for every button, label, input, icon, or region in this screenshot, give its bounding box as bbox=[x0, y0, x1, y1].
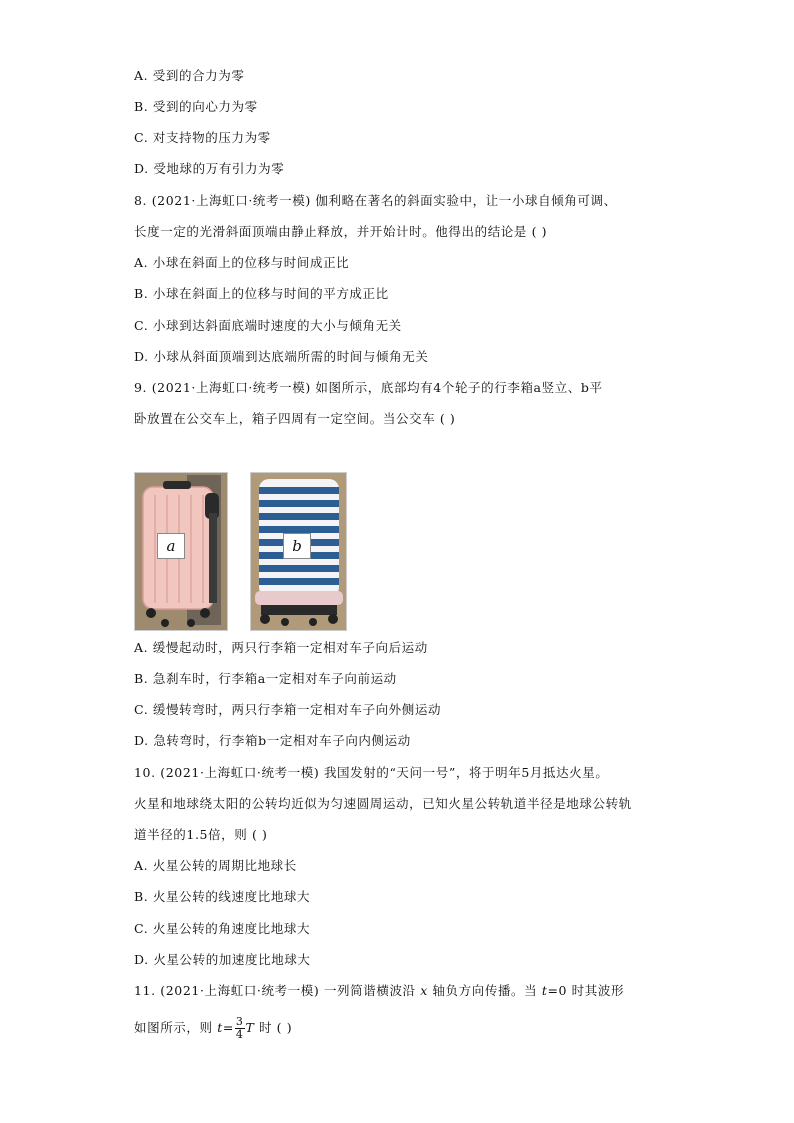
q11-text-pre: 11. (2021·上海虹口·统考一模) 一列简谐横波沿 bbox=[134, 983, 421, 998]
fraction-denominator: 4 bbox=[235, 1028, 244, 1041]
suitcase-a-photo bbox=[134, 472, 228, 631]
suitcase-b-label: b bbox=[283, 533, 311, 559]
suitcase-a-label: a bbox=[157, 533, 185, 559]
period-variable: T bbox=[245, 1020, 255, 1035]
suitcase-b-photo bbox=[250, 472, 347, 631]
q8-stem-line2: 长度一定的光滑斜面顶端由静止释放，并开始计时。他得出的结论是 ( ) bbox=[134, 224, 548, 239]
q7-option-d: D. 受地球的万有引力为零 bbox=[134, 161, 285, 176]
x-variable: x bbox=[420, 983, 428, 998]
q10-option-d: D. 火星公转的加速度比地球大 bbox=[134, 952, 311, 967]
q11-text-post: =0 时其波形 bbox=[547, 983, 625, 998]
fraction-numerator: 3 bbox=[235, 1015, 244, 1028]
q8-option-b: B. 小球在斜面上的位移与时间的平方成正比 bbox=[134, 286, 389, 301]
q9-option-b: B. 急刹车时，行李箱a一定相对车子向前运动 bbox=[134, 671, 397, 686]
q9-stem-line1: 9. (2021·上海虹口·统考一模) 如图所示，底部均有4个轮子的行李箱a竖立、b平 bbox=[134, 380, 603, 395]
q11-text-mid: 轴负方向传播。当 bbox=[427, 983, 542, 998]
q8-stem-line1: 8. (2021·上海虹口·统考一模) 伽利略在著名的斜面实验中，让一小球自倾角可调、 bbox=[134, 193, 617, 208]
t-variable-2: t bbox=[217, 1020, 223, 1035]
q9-option-c: C. 缓慢转弯时，两只行李箱一定相对车子向外侧运动 bbox=[134, 702, 442, 717]
three-quarters-fraction bbox=[235, 1016, 245, 1041]
q10-stem-line3: 道半径的1.5倍，则 ( ) bbox=[134, 827, 268, 842]
q10-option-a: A. 火星公转的周期比地球长 bbox=[134, 858, 297, 873]
q7-option-a: A. 受到的合力为零 bbox=[134, 68, 245, 83]
q10-stem-line1: 10. (2021·上海虹口·统考一模) 我国发射的“天问一号”，将于明年5月抵达火星。 bbox=[134, 765, 609, 780]
q11-line2-pre: 如图所示，则 bbox=[134, 1020, 218, 1035]
q10-option-b: B. 火星公转的线速度比地球大 bbox=[134, 889, 311, 904]
q9-option-d: D. 急转弯时，行李箱b一定相对车子向内侧运动 bbox=[134, 733, 411, 748]
q11-stem-line1 bbox=[134, 983, 624, 999]
q9-stem-line2: 卧放置在公交车上，箱子四周有一定空间。当公交车 ( ) bbox=[134, 411, 456, 426]
q8-option-d: D. 小球从斜面顶端到达底端所需的时间与倾角无关 bbox=[134, 349, 429, 364]
q11-stem-line2: 如图所示，则 t= $\frac{3}{4}$ T 时 ( ) bbox=[134, 1015, 293, 1041]
q7-option-b: B. 受到的向心力为零 bbox=[134, 99, 258, 114]
q8-option-a: A. 小球在斜面上的位移与时间成正比 bbox=[134, 255, 350, 270]
q9-option-a: A. 缓慢起动时，两只行李箱一定相对车子向后运动 bbox=[134, 640, 428, 655]
luggage-figure bbox=[134, 472, 346, 629]
q11-line2-post: 时 ( ) bbox=[254, 1020, 293, 1035]
q8-option-c: C. 小球到达斜面底端时速度的大小与倾角无关 bbox=[134, 318, 402, 333]
q10-option-c: C. 火星公转的角速度比地球大 bbox=[134, 921, 311, 936]
q7-option-c: C. 对支持物的压力为零 bbox=[134, 130, 271, 145]
t-variable: t bbox=[541, 983, 548, 998]
q10-stem-line2: 火星和地球绕太阳的公转均近似为匀速圆周运动，已知火星公转轨道半径是地球公转轨 bbox=[134, 796, 632, 811]
